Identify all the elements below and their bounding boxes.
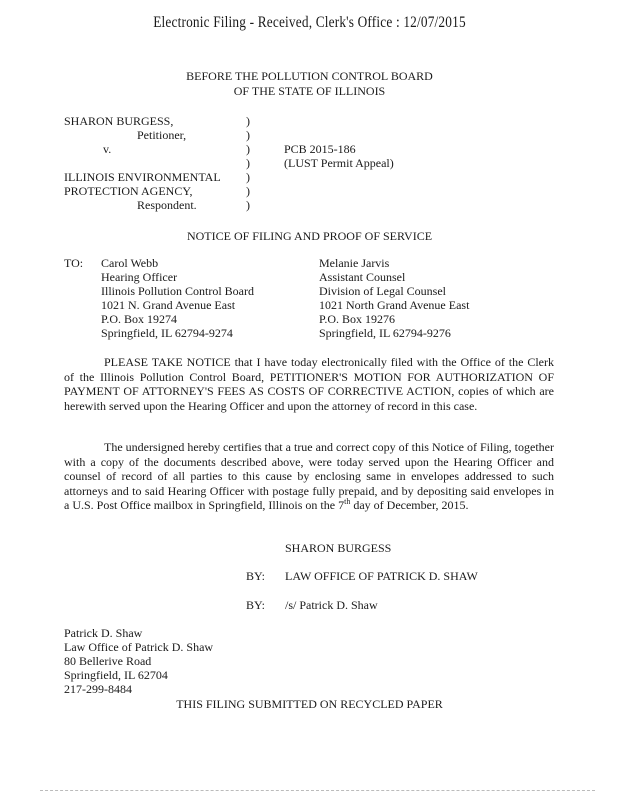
law-office-signature: LAW OFFICE OF PATRICK D. SHAW: [285, 569, 478, 583]
recipient-assistant-counsel: Melanie Jarvis Assistant Counsel Division of Legal Counsel 1021 North Grand Avenue East P.O. Box 19276 Springfield, IL 62794-9276: [319, 256, 470, 340]
case-type: (LUST Permit Appeal): [284, 156, 394, 170]
case-number: PCB 2015-186: [284, 142, 356, 156]
notice-paragraph: PLEASE TAKE NOTICE that I have today electronically filed with the Office of the Clerk of the Illinois Pollution Control Board, PETITIONER'S MOTION FOR AUTHORIZATION OF PAYMENT OF ATTORNEY'S FEES AS COSTS OF CORRECTIVE ACTION, copies of which are herewith served upon the Hearing Officer and upon the attorney of record in this case.: [64, 355, 554, 413]
electronic-signature: /s/ Patrick D. Shaw: [285, 598, 378, 612]
board-caption-line1: BEFORE THE POLLUTION CONTROL BOARD: [186, 69, 433, 83]
by-label-2: BY:: [246, 598, 265, 612]
petitioner-role: Petitioner,: [137, 128, 187, 142]
board-caption-line2: OF THE STATE OF ILLINOIS: [233, 84, 386, 98]
scan-edge-line: [40, 790, 595, 791]
respondent-name-line1: ILLINOIS ENVIRONMENTAL: [64, 170, 221, 184]
attorney-contact-block: Patrick D. Shaw Law Office of Patrick D. Shaw 80 Bellerive Road Springfield, IL 62704 217-299-8484: [64, 626, 214, 696]
certification-paragraph: The undersigned hereby certifies that a true and correct copy of this Notice of Filing, together with a copy of the documents described above, were today served upon the Hearing Officer and counsel of record of all parties to this cause by enclosing same in envelopes addressed to such attorneys and to said Hearing Officer with postage fully prepaid, and by depositing said envelopes in a U.S. Post Office mailbox in Springfield, Illinois on the 7th day of December, 2015.: [64, 440, 554, 512]
petitioner-name: SHARON BURGESS,: [64, 114, 174, 128]
versus: v.: [103, 142, 112, 156]
respondent-name-line2: PROTECTION AGENCY,: [64, 184, 193, 198]
recipient-hearing-officer: Carol Webb Hearing Officer Illinois Pollution Control Board 1021 N. Grand Avenue East P.O. Box 19274 Springfield, IL 62794-9274: [101, 256, 255, 340]
electronic-filing-header: Electronic Filing - Received, Clerk's Office : 12/07/2015: [153, 14, 466, 31]
respondent-role: Respondent.: [137, 198, 197, 212]
signature-party: SHARON BURGESS: [285, 541, 392, 555]
caption-bracket: ) ) ) ) ) ) ): [246, 114, 250, 212]
by-label-1: BY:: [246, 569, 265, 583]
notice-title: NOTICE OF FILING AND PROOF OF SERVICE: [186, 229, 433, 243]
recycled-paper-footer: THIS FILING SUBMITTED ON RECYCLED PAPER: [176, 697, 443, 711]
to-label: TO:: [64, 256, 84, 270]
